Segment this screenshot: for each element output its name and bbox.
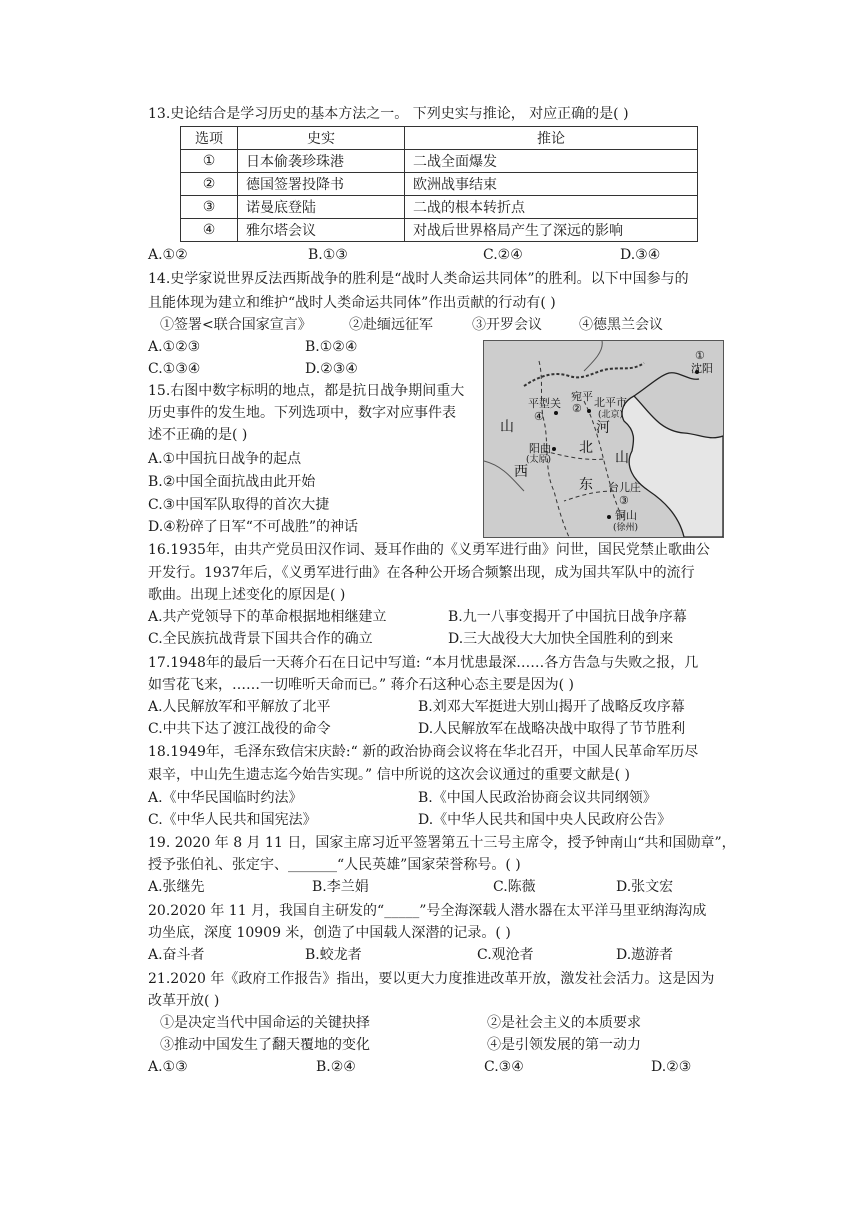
map-label-shenyang: 沈阳: [691, 362, 713, 375]
q13-stem: 13.史论结合是学习历史的基本方法之一。 下列史实与推论， 对应正确的是( ): [148, 106, 629, 122]
q14-option-b: B.①②④: [305, 339, 358, 355]
q19-option-b: B.李兰娟: [312, 879, 369, 895]
map-label-taierzhuang: 台儿庄: [608, 481, 641, 494]
map-label-wanping: 宛平: [571, 390, 593, 403]
q14-option-a: A.①②③: [148, 339, 201, 355]
q17-option-a: A.人民解放军和平解放了北平: [148, 699, 331, 715]
table-cell: 二战的根本转折点: [405, 196, 698, 219]
q20-option-d: D.遨游者: [616, 947, 674, 963]
q16-option-b: B.九一八事变揭开了中国抗日战争序幕: [448, 609, 687, 625]
q15-map: [483, 340, 724, 538]
q18-option-d: D.《中华人民共和国中央人民政府公告》: [418, 812, 672, 828]
q15-option-c: C.③中国军队取得的首次大捷: [148, 497, 330, 513]
q17-option-d: D.人民解放军在战略决战中取得了节节胜利: [418, 721, 686, 737]
q21-stem-line1: 21.2020 年《政府工作报告》指出，要以更大力度推进改革开放，激发社会活力。这是因为: [148, 971, 715, 987]
q15-stem-line3: 述不正确的是( ): [148, 427, 248, 443]
map-label-dong: 东: [579, 477, 593, 493]
table-cell: ③: [181, 196, 238, 219]
map-label-taiyuan: (太原): [526, 455, 552, 465]
q19-stem-line1: 19. 2020 年 8 月 11 日，国家主席习近平签署第五十三号主席令，授予钟南山“共和国勋章”，: [148, 835, 736, 851]
map-label-shan: 山: [500, 419, 514, 435]
table-cell: 二战全面爆发: [405, 150, 698, 173]
q16-option-c: C.全民族抗战背景下国共合作的确立: [148, 631, 373, 647]
q15-stem-line1: 15.右图中数字标明的地点，都是抗日战争期间重大: [148, 383, 465, 399]
q14-stem-line2: 且能体现为建立和维护“战时人类命运共同体”作出贡献的行动有( ): [148, 295, 556, 311]
q20-option-a: A.奋斗者: [148, 947, 205, 963]
map-drawing: [484, 341, 723, 537]
q21-item-1: ①是决定当代中国命运的关键抉择: [160, 1015, 370, 1031]
table-header: 选项: [181, 127, 238, 150]
q21-item-2: ②是社会主义的本质要求: [487, 1015, 641, 1031]
q17-stem-line2: 如雪花飞来，……一切唯听天命而已。” 蒋介石这种心态主要是因为( ): [148, 677, 574, 693]
table-cell: ②: [181, 173, 238, 196]
table-cell: 对战后世界格局产生了深远的影响: [405, 219, 698, 242]
q21-item-4: ④是引领发展的第一动力: [487, 1037, 641, 1053]
map-label-pingxingguan: 平型关: [528, 397, 561, 410]
q15-stem-line2: 历史事件的发生地。下列选项中，数字对应事件表: [148, 405, 456, 421]
map-label-tongshan: 铜山: [615, 509, 637, 522]
q19-stem-line2: 授予张伯礼、张定宇、_______“人民英雄”国家荣誉称号。( ): [148, 857, 521, 873]
q17-option-b: B.刘邓大军挺进大别山揭开了战略反攻序幕: [418, 699, 685, 715]
map-label-yangqu: 阳曲: [529, 442, 551, 455]
q14-option-d: D.②③④: [305, 361, 358, 377]
q14-option-c: C.①③④: [148, 361, 201, 377]
table-header: 史实: [238, 127, 405, 150]
q16-option-a: A.共产党领导下的革命根据地相继建立: [148, 609, 387, 625]
map-marker-1: ①: [695, 349, 705, 362]
map-label-he: 河: [596, 420, 610, 436]
q19-option-a: A.张继先: [148, 879, 205, 895]
q16-stem-line3: 歌曲。出现上述变化的原因是( ): [148, 587, 346, 603]
q14-item-4: ④德黑兰会议: [579, 317, 663, 333]
map-label-xuzhou: (徐州): [613, 523, 639, 533]
q17-option-c: C.中共下达了渡江战役的命令: [148, 721, 331, 737]
q14-item-1: ①签署<联合国家宣言》: [160, 317, 312, 333]
q18-stem-line1: 18.1949年，毛泽东致信宋庆龄:“ 新的政治协商会议将在华北召开，中国人民革命军历尽: [148, 744, 699, 760]
table-row: [181, 196, 698, 219]
table-cell: 欧洲战事结束: [405, 173, 698, 196]
q16-stem-line2: 开发行。1937年后，《义勇军进行曲》在各种公开场合频繁出现，成为国共军队中的流行: [148, 565, 695, 581]
q18-option-b: B.《中国人民政治协商会议共同纲领》: [418, 790, 657, 806]
map-label-beiping: 北平市: [594, 396, 627, 409]
table-cell: ①: [181, 150, 238, 173]
q18-option-c: C.《中华人民共和国宪法》: [148, 812, 317, 828]
q18-option-a: A.《中华民国临时约法》: [148, 790, 303, 806]
table-cell: 日本偷袭珍珠港: [238, 150, 405, 173]
table-cell: 诺曼底登陆: [238, 196, 405, 219]
q13-option-a: A.①②: [148, 247, 188, 263]
q20-stem-line1: 20.2020 年 11 月，我国自主研发的“_____”号全海深载人潜水器在太平洋马里亚纳海沟成: [148, 903, 707, 919]
q21-option-a: A.①③: [148, 1059, 188, 1075]
table-row: [181, 150, 698, 173]
q14-stem-line1: 14.史学家说世界反法西斯战争的胜利是“战时人类命运共同体”的胜利。以下中国参与的: [148, 271, 689, 287]
q15-option-d: D.④粉碎了日军“不可战胜”的神话: [148, 519, 359, 535]
q14-item-3: ③开罗会议: [472, 317, 542, 333]
table-row: [181, 219, 698, 242]
q20-option-c: C.观沧者: [477, 947, 534, 963]
q18-stem-line2: 艰辛，中山先生遗志迄今始告实现。” 信中所说的这次会议通过的重要文献是( ): [148, 767, 630, 783]
map-label-beijing: (北京): [598, 410, 624, 420]
q13-table: [180, 126, 698, 242]
map-marker-3: ③: [619, 494, 629, 507]
q21-item-3: ③推动中国发生了翻天覆地的变化: [160, 1037, 370, 1053]
q21-option-d: D.②③: [651, 1059, 692, 1075]
q16-option-d: D.三大战役大大加快全国胜利的到来: [448, 631, 674, 647]
q17-stem-line1: 17.1948年的最后一天蒋介石在日记中写道: “本月忧患最深……各方告急与失败之报，几: [148, 655, 699, 671]
q19-option-c: C.陈薇: [493, 879, 536, 895]
q19-option-d: D.张文宏: [616, 879, 674, 895]
q21-option-c: C.③④: [484, 1059, 524, 1075]
map-marker-2: ②: [572, 402, 582, 415]
q20-stem-line2: 功坐底，深度 10909 米，创造了中国载人深潜的记录。( ): [148, 925, 511, 941]
map-marker-4: ④: [534, 410, 544, 423]
q13-option-c: C.②④: [483, 247, 523, 263]
map-label-shan2: 山: [615, 450, 629, 466]
q13-option-b: B.①③: [308, 247, 348, 263]
q16-stem-line1: 16.1935年，由共产党员田汉作词、聂耳作曲的《义勇军进行曲》问世，国民党禁止歌曲公: [148, 542, 710, 558]
table-header-row: [181, 127, 698, 150]
table-header: 推论: [405, 127, 698, 150]
table-cell: 德国签署投降书: [238, 173, 405, 196]
q20-option-b: B.蛟龙者: [305, 947, 362, 963]
q21-option-b: B.②④: [316, 1059, 356, 1075]
q14-item-2: ②赴缅远征军: [349, 317, 433, 333]
map-label-xi: 西: [514, 464, 528, 480]
q13-option-d: D.③④: [620, 247, 661, 263]
table-row: [181, 173, 698, 196]
map-label-bei: 北: [579, 440, 593, 456]
q21-stem-line2: 改革开放( ): [148, 993, 220, 1009]
q15-option-a: A.①中国抗日战争的起点: [148, 451, 302, 467]
table-cell: ④: [181, 219, 238, 242]
q15-option-b: B.②中国全面抗战由此开始: [148, 474, 316, 490]
table-cell: 雅尔塔会议: [238, 219, 405, 242]
